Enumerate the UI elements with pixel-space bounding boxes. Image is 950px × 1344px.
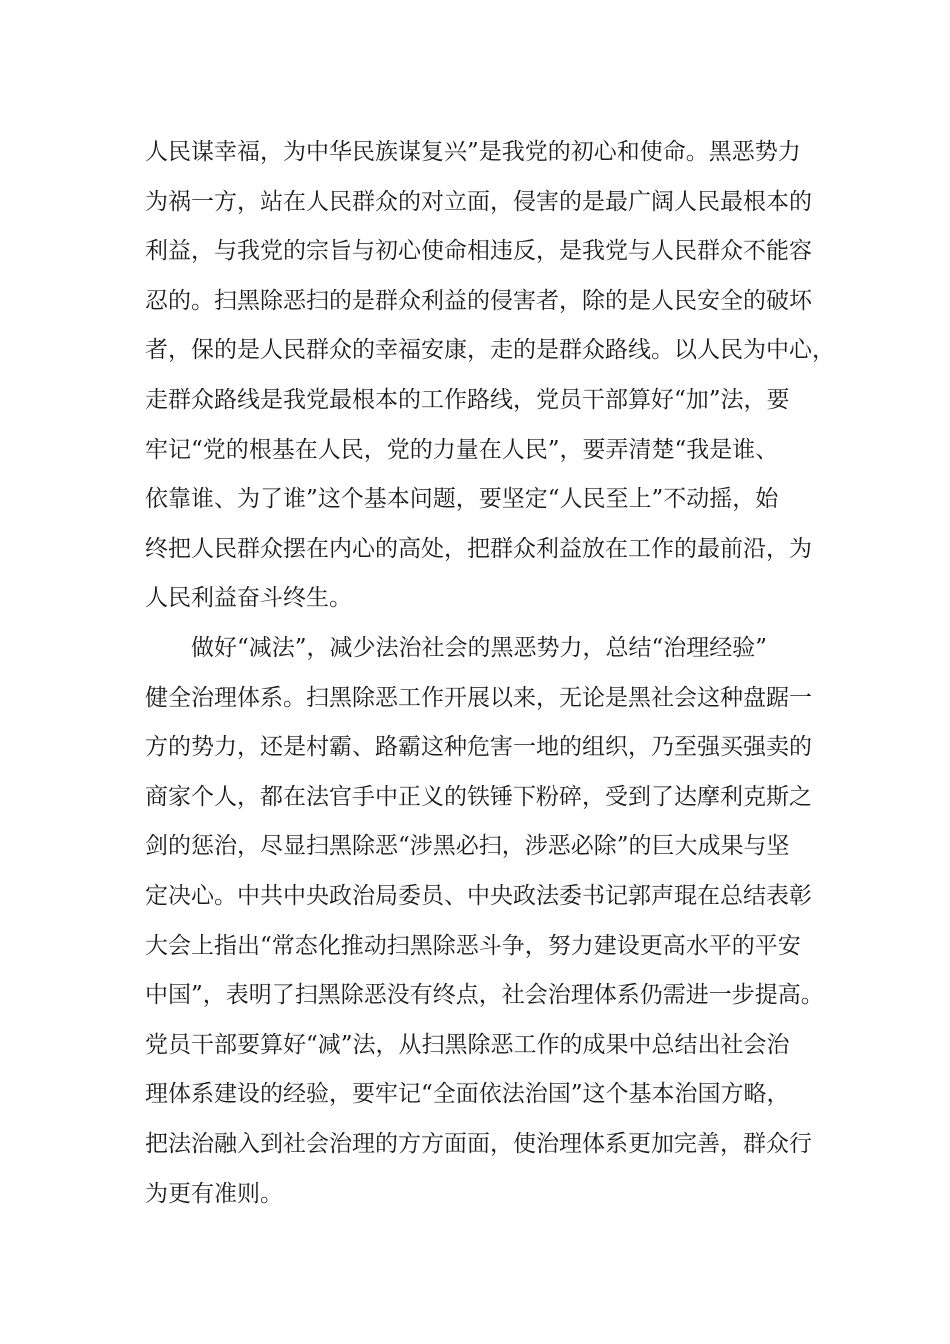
paragraph-line: 把法治融入到社会治理的方方面面，使治理体系更加完善，群众行	[145, 1130, 812, 1157]
paragraph-line: 人民利益奋斗终生。	[145, 585, 352, 612]
paragraph-line: 终把人民群众摆在内心的高处，把群众利益放在工作的最前沿，为	[145, 535, 812, 562]
paragraph-line: 人民谋幸福，为中华民族谋复兴”是我党的初心和使命。黑恶势力	[145, 139, 801, 165]
paragraph-line: 剑的惩治，尽显扫黑除恶“涉黑必扫，涉恶必除”的巨大成果与坚	[145, 833, 790, 860]
paragraph-line: 商家个人，都在法官手中正义的铁锤下粉碎，受到了达摩利克斯之	[145, 783, 812, 810]
paragraph-line: 忍的。扫黑除恶扫的是群众利益的侵害者，除的是人民安全的破坏	[145, 287, 812, 314]
paragraph-1	[145, 128, 835, 624]
paragraph-line: 方的势力，还是村霸、路霸这种危害一地的组织，乃至强买强卖的	[145, 734, 812, 761]
paragraph-line: 依靠谁、为了谁”这个基本问题，要坚定“人民至上”不动摇，始	[145, 486, 779, 513]
paragraph-line: 为更有准则。	[145, 1180, 283, 1207]
paragraph-line: 定决心。中共中央政治局委员、中央政法委书记郭声琨在总结表彰	[145, 882, 812, 909]
paragraph-line: 理体系建设的经验，要牢记“全面依法治国”这个基本治国方略，	[145, 1081, 790, 1108]
paragraph-line: 为祸一方，站在人民群众的对立面，侵害的是最广阔人民最根本的	[145, 188, 812, 215]
paragraph-2	[145, 624, 835, 1219]
paragraph-line: 健全治理体系。扫黑除恶工作开展以来，无论是黑社会这种盘踞一	[145, 684, 812, 711]
paragraph-line: 中国”，表明了扫黑除恶没有终点，社会治理体系仍需进一步提高。	[145, 982, 824, 1009]
paragraph-line: 党员干部要算好“减”法，从扫黑除恶工作的成果中总结出社会治	[145, 1031, 790, 1058]
paragraph-line: 利益，与我党的宗旨与初心使命相违反，是我党与人民群众不能容	[145, 238, 812, 265]
paragraph-line: 者，保的是人民群众的幸福安康，走的是群众路线。以人民为中心，	[145, 337, 835, 364]
paragraph-line: 大会上指出“常态化推动扫黑除恶斗争，努力建设更高水平的平安	[145, 932, 801, 959]
paragraph-line: 牢记“党的根基在人民，党的力量在人民”，要弄清楚“我是谁、	[145, 436, 779, 463]
paragraph-line: 走群众路线是我党最根本的工作路线，党员干部算好“加”法，要	[145, 386, 790, 413]
paragraph-line: 做好“减法”，减少法治社会的黑恶势力，总结“治理经验”	[191, 635, 768, 661]
